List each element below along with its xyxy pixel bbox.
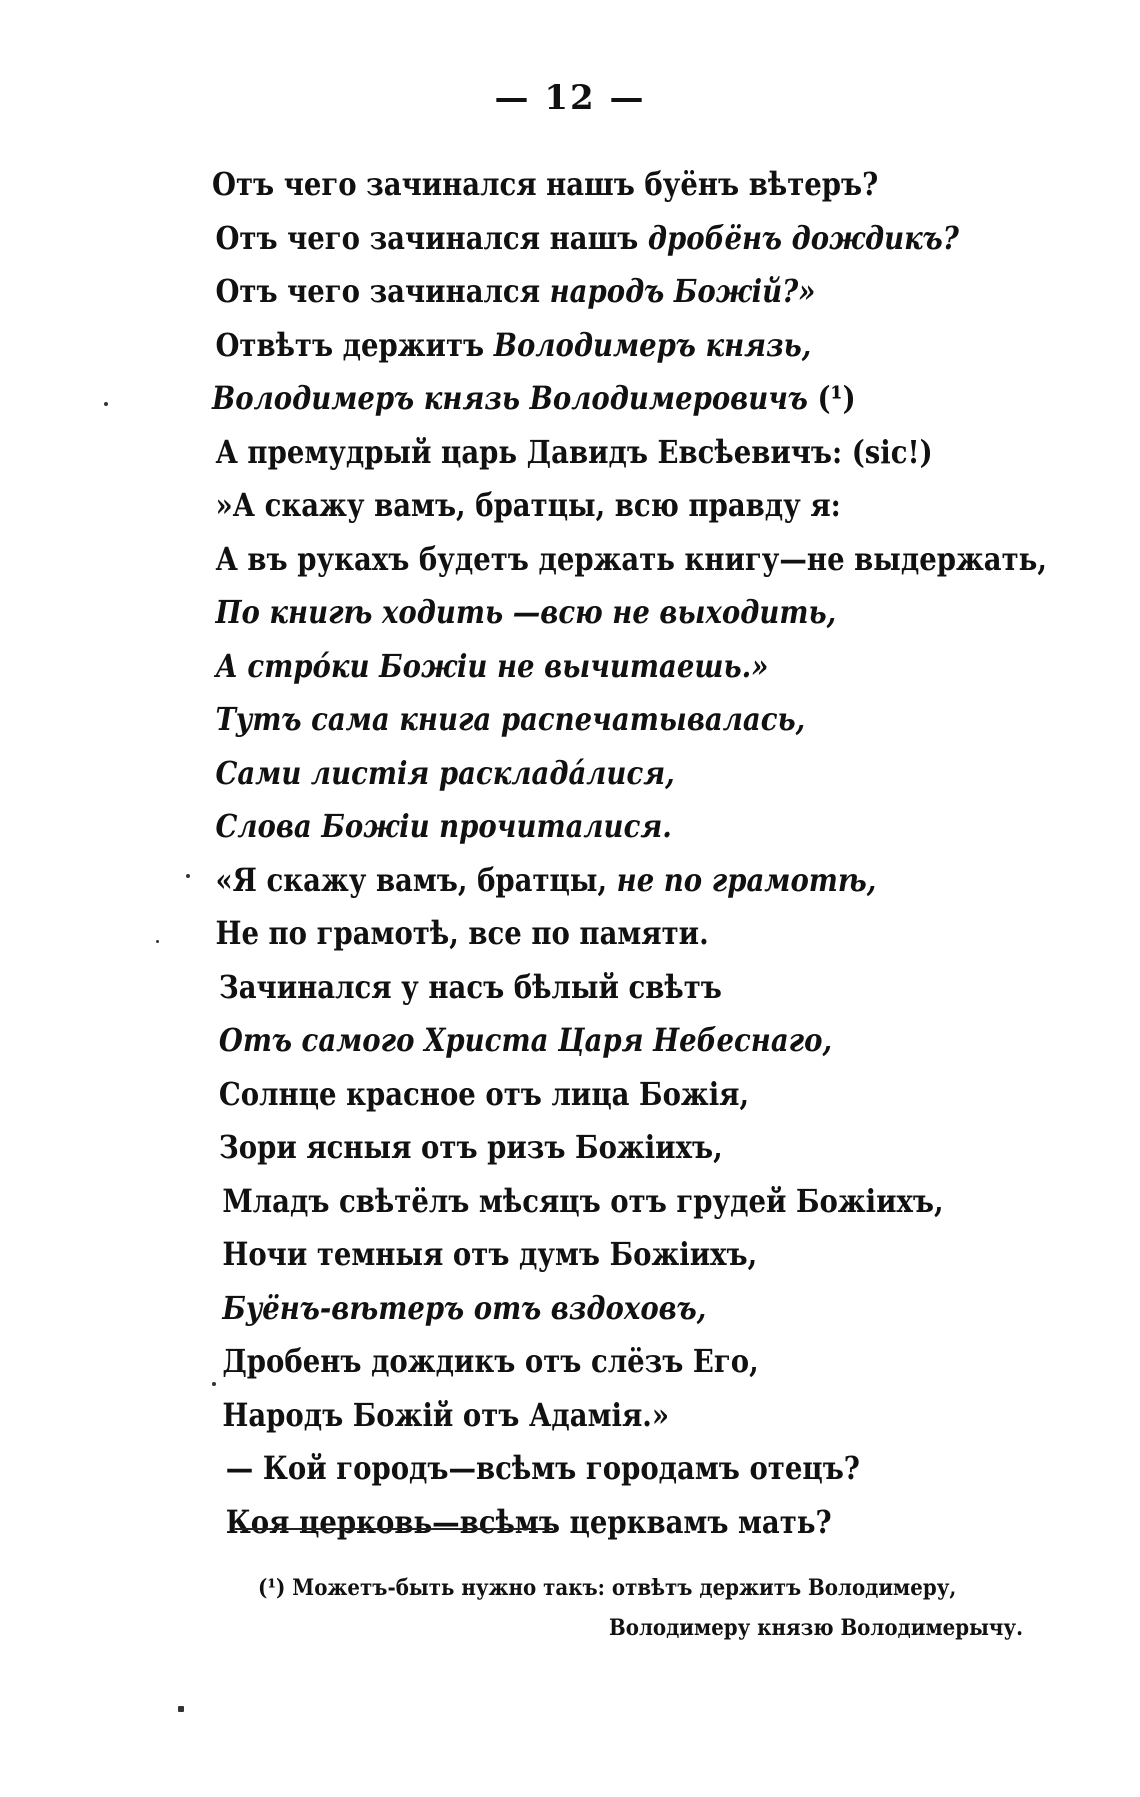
verse-line [212, 1228, 969, 1282]
verse-line [212, 1282, 969, 1336]
roman-segment: »А скажу вамъ, братцы, всю правду я: [215, 486, 841, 524]
verse-line [212, 693, 969, 747]
verse-line [212, 1389, 969, 1443]
verse-line [212, 961, 969, 1015]
page-number: — 12 — [494, 78, 646, 118]
footnote [258, 1568, 1078, 1648]
roman-segment: Отвѣтъ держитъ [215, 325, 494, 364]
italic-segment: не по грамотѣ, [616, 860, 877, 899]
verse-line [212, 479, 969, 533]
verse-line [212, 212, 969, 266]
roman-segment: Солнце красное отъ лица Божія, [218, 1074, 750, 1113]
footnote-line: Володимеру князю Володимерычу. [609, 1615, 1023, 1641]
verse-line [212, 1335, 969, 1389]
italic-segment: Тутъ сама книга распечатывалась, [215, 700, 806, 738]
roman-segment: (¹) [807, 379, 856, 417]
italic-segment: дробёнъ дождикъ? [647, 218, 959, 257]
scan-speck [156, 940, 159, 943]
verse-line [212, 1014, 969, 1068]
roman-segment: Отъ чего зачинался [215, 272, 550, 310]
italic-segment: народъ Божій?» [549, 272, 816, 310]
verse-line [212, 854, 969, 908]
verse-line [212, 533, 1047, 587]
roman-segment: Дробенъ дождикъ отъ слёзъ Его, [222, 1342, 759, 1380]
italic-segment: Буёнъ-вѣтеръ отъ вздоховъ, [222, 1288, 707, 1327]
roman-segment: Отъ чего зачинался нашъ буёнъ вѣтеръ? [212, 165, 879, 203]
italic-segment: Отъ самого Христа Царя Небеснаго, [218, 1021, 833, 1059]
roman-segment: — Кой городъ—всѣмъ городамъ отецъ? [225, 1449, 860, 1487]
verse-line [212, 1121, 969, 1175]
roman-segment: А въ рукахъ будетъ держать книгу—не выдержать, [215, 539, 1047, 578]
italic-segment: Сами листія раскладáлися, [215, 753, 675, 792]
roman-segment: Коя церковь—всѣмъ церквамъ мать? [225, 1502, 832, 1541]
verse-text [212, 158, 1092, 1549]
roman-segment: «Я скажу вамъ, братцы, [215, 860, 617, 899]
verse-line [212, 426, 969, 480]
verse-line [212, 265, 969, 319]
italic-segment: Слова Божіи прочиталися. [215, 807, 672, 845]
footnote-line: (¹) Можетъ-быть нужно такъ: отвѣтъ держитъ Володимеру, [258, 1575, 957, 1601]
italic-segment: По книгѣ ходить —всю не выходить, [215, 593, 837, 631]
scan-speck [178, 1706, 184, 1712]
roman-segment: Отъ чего зачинался нашъ [215, 218, 648, 257]
verse-line [212, 747, 969, 801]
verse-line [212, 640, 969, 694]
footnote-divider [235, 1528, 553, 1530]
roman-segment: Младъ свѣтёлъ мѣсяцъ отъ грудей Божіихъ, [222, 1181, 944, 1220]
roman-segment: Не по грамотѣ, все по памяти. [215, 914, 709, 952]
verse-line [212, 1068, 969, 1122]
verse-line [212, 907, 969, 961]
italic-segment: Володимеръ князь, [493, 325, 812, 364]
italic-segment: А стрóки Божіи не вычитаешь.» [215, 646, 769, 685]
verse-line [212, 319, 969, 373]
verse-line [212, 1175, 969, 1229]
scan-speck [186, 874, 190, 878]
italic-segment: Володимеръ князь Володимеровичъ [212, 379, 808, 417]
roman-segment: Народъ Божій отъ Адамія.» [222, 1395, 670, 1434]
verse-line [212, 1442, 969, 1496]
verse-line [212, 158, 969, 212]
verse-line [212, 1496, 969, 1550]
roman-segment: Зори ясныя отъ ризъ Божіихъ, [218, 1128, 723, 1166]
scan-speck [212, 1382, 216, 1386]
verse-line [212, 372, 969, 426]
roman-segment: А премудрый царь Давидъ Евсѣевичъ: (sic!) [215, 432, 933, 471]
scan-speck [104, 402, 108, 406]
roman-segment: Зачинался у насъ бѣлый свѣтъ [218, 967, 722, 1006]
roman-segment: Ночи темныя отъ думъ Божіихъ, [222, 1235, 758, 1273]
verse-line [212, 586, 969, 640]
verse-line [212, 800, 969, 854]
